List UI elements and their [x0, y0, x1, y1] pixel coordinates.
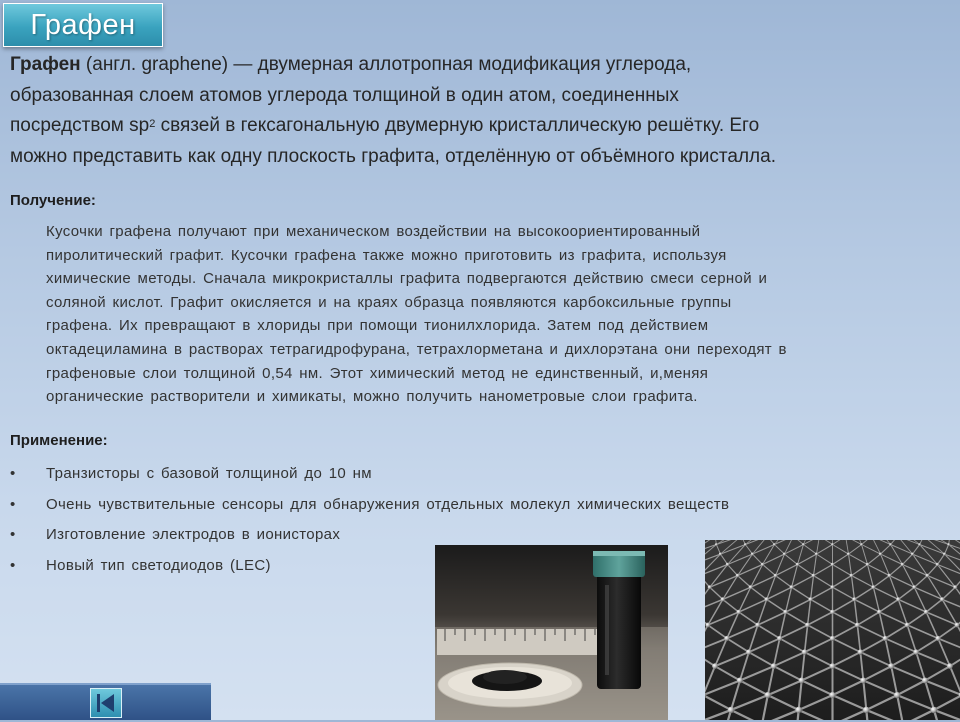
- lattice-atom: [877, 610, 882, 615]
- lattice-atom: [830, 610, 835, 615]
- lattice-atom: [913, 649, 918, 654]
- lattice-atom: [860, 678, 866, 684]
- lattice-atom: [724, 636, 729, 641]
- lattice-atom: [855, 623, 860, 628]
- lattice-atom: [726, 563, 729, 566]
- list-item: • Транзисторы с базовой толщиной до 10 нм: [10, 459, 910, 490]
- lattice-atom: [744, 543, 747, 546]
- lattice-atom: [749, 585, 753, 589]
- lattice-atom: [830, 636, 835, 641]
- lattice-atom: [765, 692, 771, 698]
- lattice-atom: [858, 649, 863, 654]
- lattice-atom: [894, 692, 900, 698]
- lattice-atom: [774, 574, 778, 578]
- graphene-lattice-image: [705, 540, 960, 720]
- lattice-atom: [940, 597, 944, 601]
- lattice-atom: [888, 663, 894, 669]
- lattice-atom: [829, 692, 835, 698]
- lattice-atom: [871, 585, 875, 589]
- lattice-atom: [850, 574, 854, 578]
- lattice-atom: [708, 585, 712, 589]
- lattice-atom: [721, 597, 725, 601]
- lattice-atom: [751, 553, 754, 556]
- list-item: • Изготовление электродов в ионисторах: [10, 520, 910, 551]
- list-item: • Очень чувствительные сенсоры для обнаружения отдельных молекул химических веществ: [10, 490, 910, 521]
- production-heading: Получение:: [10, 192, 96, 209]
- lattice-atom: [728, 707, 735, 714]
- lattice-atom: [805, 623, 810, 628]
- production-line: органические растворители и химикаты, можно получить нанометровые слои графита.: [46, 388, 698, 406]
- lattice-atom: [771, 663, 777, 669]
- production-paragraph: [46, 220, 928, 409]
- lattice-atom: [830, 663, 836, 669]
- lattice-atom: [761, 563, 764, 566]
- lattice-atom: [755, 623, 760, 628]
- lattice-atom: [802, 649, 807, 654]
- graphene-lattice-svg: [705, 540, 960, 720]
- graphene-powder-photo: [435, 545, 668, 720]
- lattice-atom: [802, 543, 805, 546]
- lattice-atom: [737, 610, 742, 615]
- slide-title: Графен: [30, 8, 136, 41]
- lattice-atom: [715, 543, 718, 546]
- skip-back-icon: [91, 689, 121, 717]
- lattice-atom: [795, 707, 802, 714]
- application-heading: Применение:: [10, 432, 108, 449]
- lattice-atom: [737, 678, 743, 684]
- list-item: • Новый тип светодиодов (LEC): [10, 551, 910, 582]
- lattice-atom: [790, 585, 794, 589]
- back-button[interactable]: [90, 688, 122, 718]
- production-line: графеновые слои толщиной 0,54 нм. Этот химический метод не единственный, и,меняя: [46, 364, 709, 382]
- lattice-atom: [911, 553, 914, 556]
- lattice-atom: [860, 543, 863, 546]
- production-line: октадециламина в растворах тетрагидрофурана, тетрахлорметана и дихлорэтана они переходят в: [46, 340, 787, 358]
- lattice-atom: [912, 585, 916, 589]
- intro-term: Графен: [10, 54, 81, 75]
- lattice-atom: [783, 553, 786, 556]
- lattice-atom: [936, 563, 939, 566]
- lattice-atom: [953, 585, 957, 589]
- lattice-atom: [888, 574, 892, 578]
- bullet-icon: •: [10, 465, 16, 482]
- lattice-atom: [773, 543, 776, 546]
- lattice-atom: [955, 623, 960, 628]
- bullet-icon: •: [10, 495, 16, 513]
- lattice-atom: [918, 543, 921, 546]
- lattice-atom: [799, 678, 805, 684]
- navigation-bar: [0, 683, 211, 720]
- production-line: соляной кислот. Графит окисляется и на краях образца появляются карбоксильные группы: [46, 293, 732, 311]
- lattice-atom: [736, 574, 740, 578]
- lattice-atom: [712, 663, 718, 669]
- intro-line-2: образованная слоем атомов углерода толщиной в один атом, соединенных: [10, 84, 679, 106]
- lattice-atom: [896, 597, 900, 601]
- lattice-atom: [901, 563, 904, 566]
- lattice-atom: [706, 623, 711, 628]
- production-line: графена. Их превращают в хлориды при помощи тионилхлорида. Затем под действием: [46, 317, 709, 335]
- lattice-atom: [863, 707, 870, 714]
- bullet-icon: •: [10, 526, 16, 543]
- lattice-atom: [889, 543, 892, 546]
- lattice-atom: [947, 663, 953, 669]
- lattice-atom: [943, 553, 946, 556]
- bullet-icon: •: [10, 556, 16, 574]
- intro-paragraph: [10, 50, 910, 172]
- slide-title-box: [3, 3, 163, 47]
- intro-line-4: можно представить как одну плоскость графита, отделённую от объёмного кристалла.: [10, 145, 776, 167]
- production-line: пиролитический графит. Кусочки графена также можно приготовить из графита, используя: [46, 246, 727, 264]
- lattice-atom: [808, 597, 812, 601]
- intro-line-3: посредством $sp^2$ связей в гексагональную двумерную кристаллическую решётку. Его: [10, 115, 760, 136]
- lattice-atom: [866, 563, 869, 566]
- lattice-atom: [852, 597, 856, 601]
- lattice-atom: [777, 636, 782, 641]
- lattice-atom: [783, 610, 788, 615]
- lattice-atom: [931, 707, 938, 714]
- graphene-powder-image: [435, 545, 668, 720]
- lattice-atom: [936, 636, 941, 641]
- lattice-atom: [926, 574, 930, 578]
- production-line: Кусочки графена получают при механическом воздействии на высокоориентированный: [46, 223, 701, 240]
- lattice-atom: [905, 623, 910, 628]
- lattice-atom: [831, 563, 834, 566]
- lattice-atom: [847, 553, 850, 556]
- production-line: химические методы. Сначала микрокристаллы графита подвергаются действию смеси серной и: [46, 270, 768, 288]
- lattice-atom: [796, 563, 799, 566]
- lattice-atom: [815, 553, 818, 556]
- lattice-atom: [879, 553, 882, 556]
- lattice-atom: [765, 597, 769, 601]
- intro-line-1: Графен (англ. graphene) — двумерная аллотропная модификация углерода,: [10, 54, 692, 75]
- lattice-atom: [922, 678, 928, 684]
- lattice-atom: [746, 649, 751, 654]
- lattice-atom: [924, 610, 929, 615]
- lattice-atom: [883, 636, 888, 641]
- lattice-atom: [812, 574, 816, 578]
- lattice-atom: [831, 585, 835, 589]
- lattice-atom: [831, 543, 834, 546]
- lattice-atom: [719, 553, 722, 556]
- lattice-atom: [947, 543, 950, 546]
